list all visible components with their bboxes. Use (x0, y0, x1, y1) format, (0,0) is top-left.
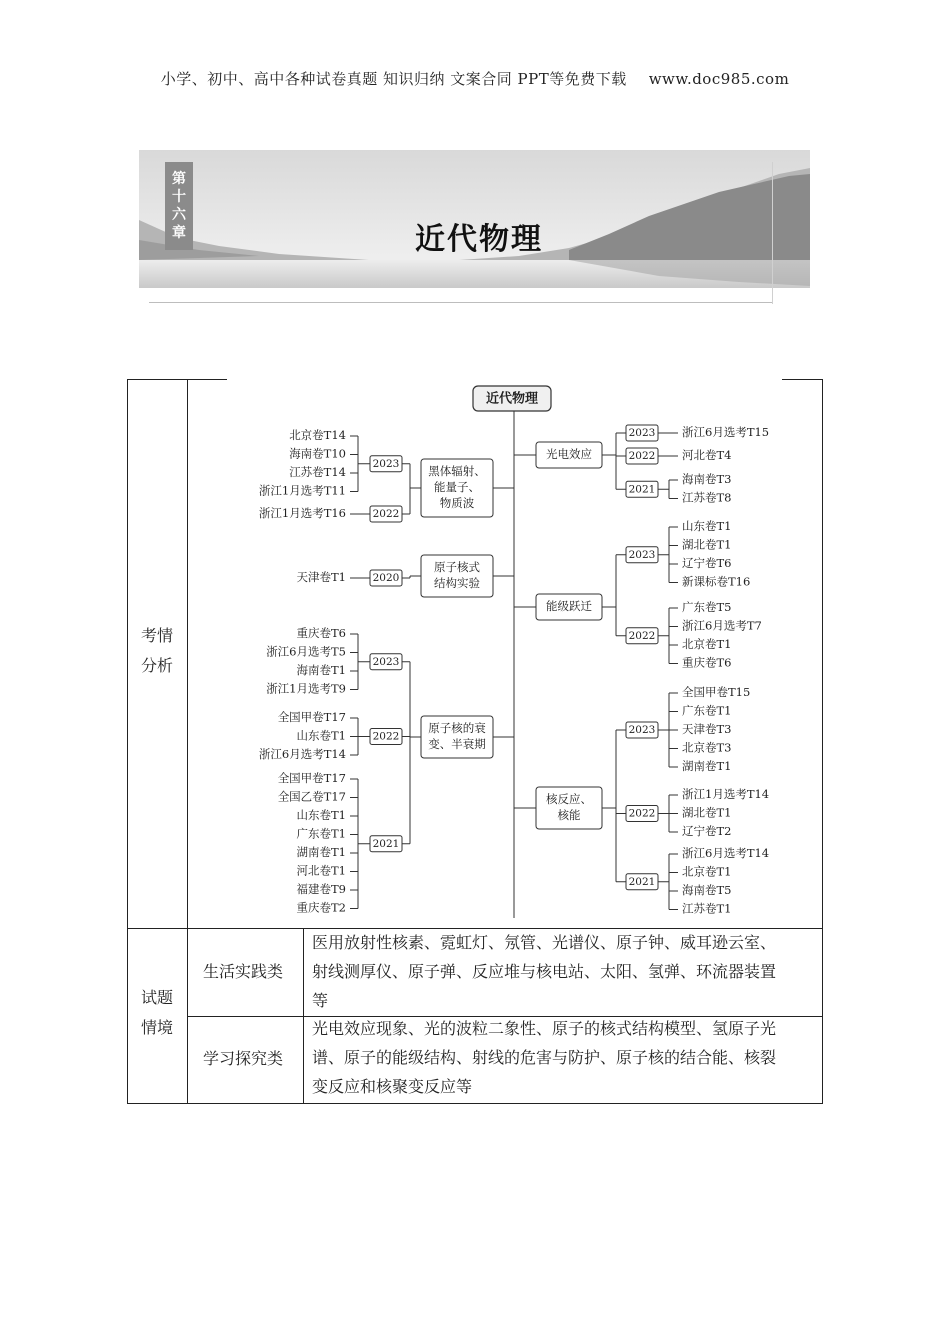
desc-line: 等 (312, 991, 329, 1010)
label-line: 考情 (140, 626, 173, 645)
chapter-char: 六 (172, 207, 186, 223)
topic-node-text: 原子核的衰 (428, 721, 486, 735)
exam-item: 山东卷T1 (296, 728, 346, 743)
exam-item: 全国甲卷T17 (277, 710, 346, 724)
exam-item: 重庆卷T6 (296, 626, 346, 640)
exam-item: 浙江6月选考T5 (266, 644, 346, 659)
year-node-text: 2023 (628, 427, 656, 439)
exam-item: 江苏卷T14 (289, 465, 346, 479)
year-node-text: 2022 (372, 730, 400, 743)
year-node-text: 2023 (628, 724, 656, 736)
exam-item: 海南卷T5 (682, 883, 732, 897)
exam-item: 湖南卷T1 (296, 845, 346, 859)
year-node-text: 2021 (628, 875, 656, 888)
desc-line: 医用放射性核素、霓虹灯、氖管、光谱仪、原子钟、威耳逊云室、 (312, 933, 777, 952)
topic-node-text: 能量子、 (434, 480, 480, 494)
exam-item: 广东卷T1 (296, 826, 346, 841)
exam-item: 北京卷T14 (289, 428, 346, 442)
exam-item: 全国甲卷T15 (682, 685, 751, 699)
exam-item: 海南卷T10 (289, 446, 346, 461)
exam-item: 山东卷T1 (296, 808, 346, 822)
exam-item: 北京卷T1 (682, 637, 732, 651)
header-text: 小学、初中、高中各种试卷真题 知识归纳 文案合同 PPT等免费下载 (160, 70, 627, 88)
topic-node-text: 核能 (557, 808, 581, 822)
exam-item: 海南卷T3 (682, 472, 732, 486)
exam-item: 福建卷T9 (296, 882, 346, 896)
label-line: 情境 (140, 1018, 173, 1037)
exam-item: 全国甲卷T17 (277, 771, 346, 785)
desc-line: 变反应和核聚变反应等 (312, 1077, 473, 1096)
exam-item: 江苏卷T8 (682, 490, 732, 505)
exam-item: 海南卷T1 (296, 663, 346, 677)
label-line: 试题 (140, 988, 173, 1007)
exam-item: 重庆卷T2 (296, 900, 346, 915)
year-node-text: 2023 (372, 655, 400, 668)
exam-item: 浙江6月选考T14 (258, 747, 346, 761)
exam-item: 北京卷T1 (682, 864, 732, 879)
topic-node-text: 光电效应 (546, 447, 592, 461)
year-node-text: 2022 (628, 629, 656, 642)
exam-item: 天津卷T1 (296, 570, 346, 584)
chapter-title: 近代物理 (415, 222, 543, 257)
exam-item: 浙江1月选考T16 (258, 506, 346, 520)
exam-item: 河北卷T4 (682, 448, 732, 462)
exam-item: 浙江6月选考T7 (682, 618, 762, 633)
topic-node-text: 黑体辐射、 (428, 464, 486, 478)
category-learning-inquiry: 学习探究类 (203, 1049, 284, 1068)
exam-item: 湖北卷T1 (682, 537, 732, 552)
exam-item: 北京卷T3 (682, 740, 732, 755)
chapter-char: 十 (172, 189, 186, 205)
exam-item: 浙江1月选考T14 (682, 787, 770, 801)
category-life-practice: 生活实践类 (203, 962, 284, 981)
exam-item: 山东卷T1 (682, 519, 732, 533)
exam-item: 河北卷T1 (296, 863, 346, 878)
desc-line: 光电效应现象、光的波粒二象性、原子的核式结构模型、氢原子光 (312, 1019, 777, 1038)
year-node-text: 2022 (372, 508, 400, 520)
exam-item: 浙江1月选考T11 (258, 483, 346, 498)
topic-node-text: 变、半衰期 (428, 737, 486, 751)
exam-item: 湖北卷T1 (682, 805, 732, 820)
exam-item: 浙江6月选考T14 (682, 846, 770, 860)
exam-item: 浙江6月选考T15 (682, 425, 770, 439)
topic-node-text: 原子核式 (434, 560, 480, 574)
label-line: 分析 (140, 656, 173, 675)
exam-item: 江苏卷T1 (682, 901, 732, 916)
exam-item: 辽宁卷T6 (682, 556, 732, 570)
exam-item: 广东卷T1 (682, 703, 732, 718)
exam-item: 广东卷T5 (682, 600, 732, 614)
year-node-text: 2022 (628, 450, 656, 462)
year-node-text: 2021 (628, 483, 656, 496)
exam-item: 浙江1月选考T9 (266, 681, 346, 696)
exam-item: 全国乙卷T17 (277, 789, 346, 804)
year-node-text: 2021 (372, 837, 400, 850)
topic-node-text: 物质波 (439, 496, 475, 510)
header-url: www.doc985.com (648, 70, 790, 88)
year-node-text: 2022 (628, 807, 656, 820)
desc-line: 谱、原子的能级结构、射线的危害与防护、原子核的结合能、核裂 (312, 1048, 777, 1067)
root-node-text: 近代物理 (485, 391, 539, 407)
desc-line: 射线测厚仪、原子弹、反应堆与核电站、太阳、氢弹、环流器装置 (312, 962, 777, 981)
exam-item: 新课标卷T16 (682, 574, 751, 589)
chapter-char: 第 (172, 171, 186, 187)
exam-item: 辽宁卷T2 (682, 824, 732, 838)
year-node-text: 2023 (372, 457, 400, 470)
topic-node-text: 结构实验 (434, 576, 480, 590)
year-node-text: 2020 (372, 572, 400, 584)
chapter-char: 章 (172, 225, 186, 241)
year-node-text: 2023 (628, 548, 656, 561)
exam-item: 湖南卷T1 (682, 759, 732, 773)
topic-node-text: 能级跃迁 (546, 599, 592, 613)
exam-item: 天津卷T3 (682, 722, 732, 736)
exam-item: 重庆卷T6 (682, 655, 732, 670)
topic-node-text: 核反应、 (546, 792, 592, 806)
